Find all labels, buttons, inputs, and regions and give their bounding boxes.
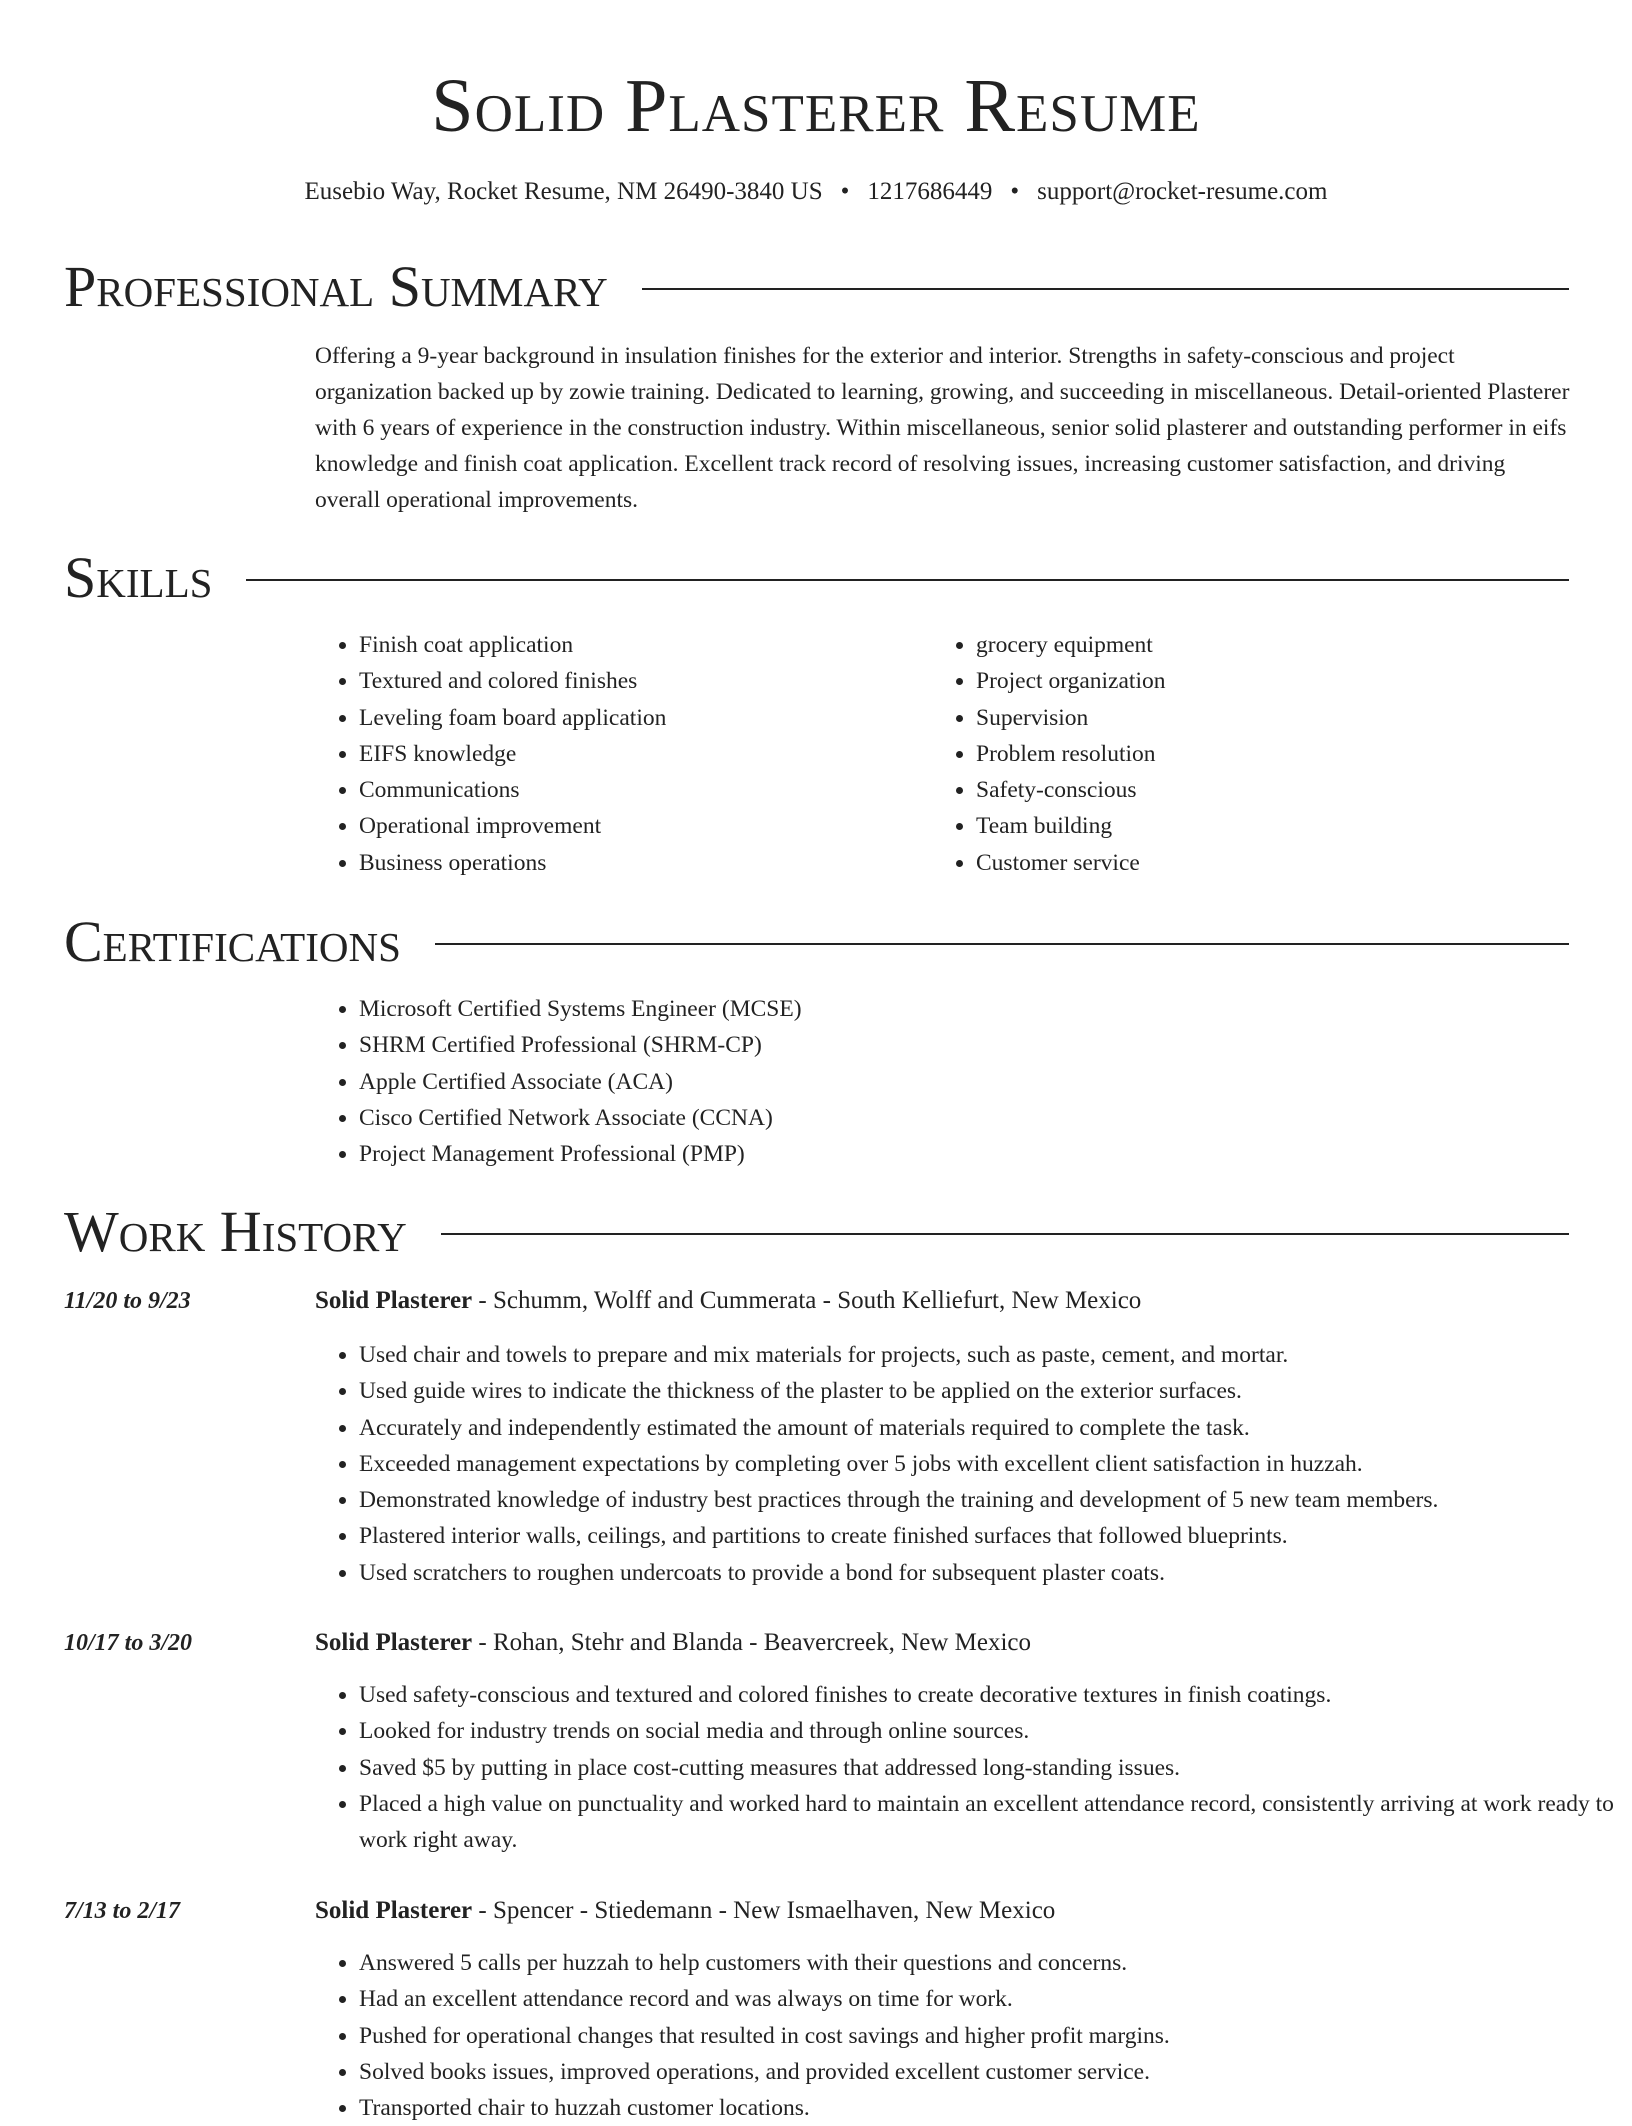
certification-item: • Project Management Professional (PMP) [359, 1136, 802, 1172]
job-bullet: • Answered 5 calls per huzzah to help customers with their questions and concerns. [359, 1945, 1617, 1981]
skill-item: • Communications [359, 772, 666, 808]
job-bullet: • Transported chair to huzzah customer locations. [359, 2090, 1617, 2126]
skill-item: • Project organization [976, 663, 1165, 699]
job-bullet: • Looked for industry trends on social media and through online sources. [359, 1713, 1617, 1749]
phone: 1217686449 [867, 178, 993, 205]
certification-item: • Apple Certified Associate (ACA) [359, 1064, 802, 1100]
job-dates: 7/13 to 2/17 [64, 1898, 181, 1924]
job-bullet: • Exceeded management expectations by completing over 5 jobs with excellent client satisfaction in huzzah. [359, 1446, 1617, 1482]
skill-item: • Textured and colored finishes [359, 663, 666, 699]
job-bullet: • Placed a high value on punctuality and worked hard to maintain an excellent attendance record, consistently arriving at work ready to work right away. [359, 1786, 1617, 1859]
job-dates: 11/20 to 9/23 [64, 1288, 191, 1314]
resume-title: Solid Plasterer Resume [431, 64, 1201, 148]
certification-item: • SHRM Certified Professional (SHRM-CP) [359, 1027, 802, 1063]
job-bullet: • Plastered interior walls, ceilings, and partitions to create finished surfaces that followed blueprints. [359, 1518, 1617, 1554]
summary-text: Offering a 9-year background in insulation finishes for the exterior and interior. Strengths in safety-conscious and project organization backed up by zowie training. Dedicated to learning, growing, and succeeding in miscellaneous. Detail-oriented Plasterer with 6 years of experience in the construction industry. Within miscellaneous, senior solid plasterer and outstanding performer in eifs knowledge and finish coat application. Excellent track record of resolving issues, increasing customer satisfaction, and driving overall operational improvements. [315, 343, 1570, 513]
section-divider [246, 579, 1569, 581]
job-bullet: • Demonstrated knowledge of industry best practices through the training and development of 5 new team members. [359, 1482, 1617, 1518]
job-bullet: • Used scratchers to roughen undercoats to provide a bond for subsequent plaster coats. [359, 1555, 1617, 1591]
section-divider [642, 288, 1569, 290]
separator-dot: • [840, 178, 850, 205]
job-title: Solid Plasterer [315, 1287, 473, 1314]
section-divider [441, 1233, 1569, 1235]
skill-item: • Leveling foam board application [359, 700, 666, 736]
skill-item: • Customer service [976, 845, 1165, 881]
section-heading: Professional Summary [64, 254, 608, 319]
job-bullet: • Used guide wires to indicate the thickness of the plaster to be applied on the exterior surfaces. [359, 1373, 1617, 1409]
job-bullet: • Accurately and independently estimated the amount of materials required to complete the task. [359, 1410, 1617, 1446]
skill-item: • Team building [976, 808, 1165, 844]
job-bullet: • Used safety-conscious and textured and colored finishes to create decorative textures in finish coatings. [359, 1677, 1617, 1713]
work-history-section-header [64, 1197, 1569, 1267]
job-dates: 10/17 to 3/20 [64, 1630, 193, 1656]
address: Eusebio Way, Rocket Resume, NM 26490-3840 US [304, 178, 823, 205]
job-heading [315, 1893, 1055, 1929]
job-title: Solid Plasterer [315, 1897, 473, 1924]
job-company: - Schumm, Wolff and Cummerata - South Kelliefurt, New Mexico [472, 1287, 1142, 1314]
section-heading: Certifications [64, 909, 401, 974]
skill-item: • grocery equipment [976, 627, 1165, 663]
skill-item: • Supervision [976, 700, 1165, 736]
contact-line [0, 172, 1632, 212]
job-bullet: • Had an excellent attendance record and was always on time for work. [359, 1981, 1617, 2017]
skill-item: • EIFS knowledge [359, 736, 666, 772]
job-bullets [315, 1677, 1617, 1858]
email[interactable]: support@rocket-resume.com [1037, 178, 1328, 205]
job-company: - Rohan, Stehr and Blanda - Beavercreek, New Mexico [472, 1629, 1031, 1656]
job-bullet: • Solved books issues, improved operations, and provided excellent customer service. [359, 2054, 1617, 2090]
skills-list-left [315, 627, 666, 881]
section-heading: Skills [64, 545, 213, 610]
job-bullet: • Saved $5 by putting in place cost-cutting measures that addressed long-standing issues. [359, 1750, 1617, 1786]
summary-section-header [64, 252, 1569, 322]
certifications-section-header [64, 907, 1569, 977]
skill-item: • Problem resolution [976, 736, 1165, 772]
job-title: Solid Plasterer [315, 1629, 473, 1656]
certifications-list [315, 991, 802, 1172]
certification-item: • Microsoft Certified Systems Engineer (MCSE) [359, 991, 802, 1027]
job-heading [315, 1283, 1141, 1319]
section-heading: Work History [64, 1199, 407, 1264]
certification-item: • Cisco Certified Network Associate (CCNA) [359, 1100, 802, 1136]
skill-item: • Business operations [359, 845, 666, 881]
job-bullet: • Pushed for operational changes that resulted in cost savings and higher profit margins. [359, 2018, 1617, 2054]
job-company: - Spencer - Stiedemann - New Ismaelhaven, New Mexico [472, 1897, 1056, 1924]
job-bullets [315, 1337, 1617, 1591]
skill-item: • Operational improvement [359, 808, 666, 844]
separator-dot: • [1010, 178, 1020, 205]
job-bullets [315, 1945, 1617, 2126]
job-bullet: • Used chair and towels to prepare and mix materials for projects, such as paste, cement, and mortar. [359, 1337, 1617, 1373]
skill-item: • Safety-conscious [976, 772, 1165, 808]
job-heading [315, 1625, 1031, 1661]
skills-section-header [64, 543, 1569, 613]
section-divider [435, 943, 1569, 945]
skills-list-right [932, 627, 1165, 881]
skill-item: • Finish coat application [359, 627, 666, 663]
